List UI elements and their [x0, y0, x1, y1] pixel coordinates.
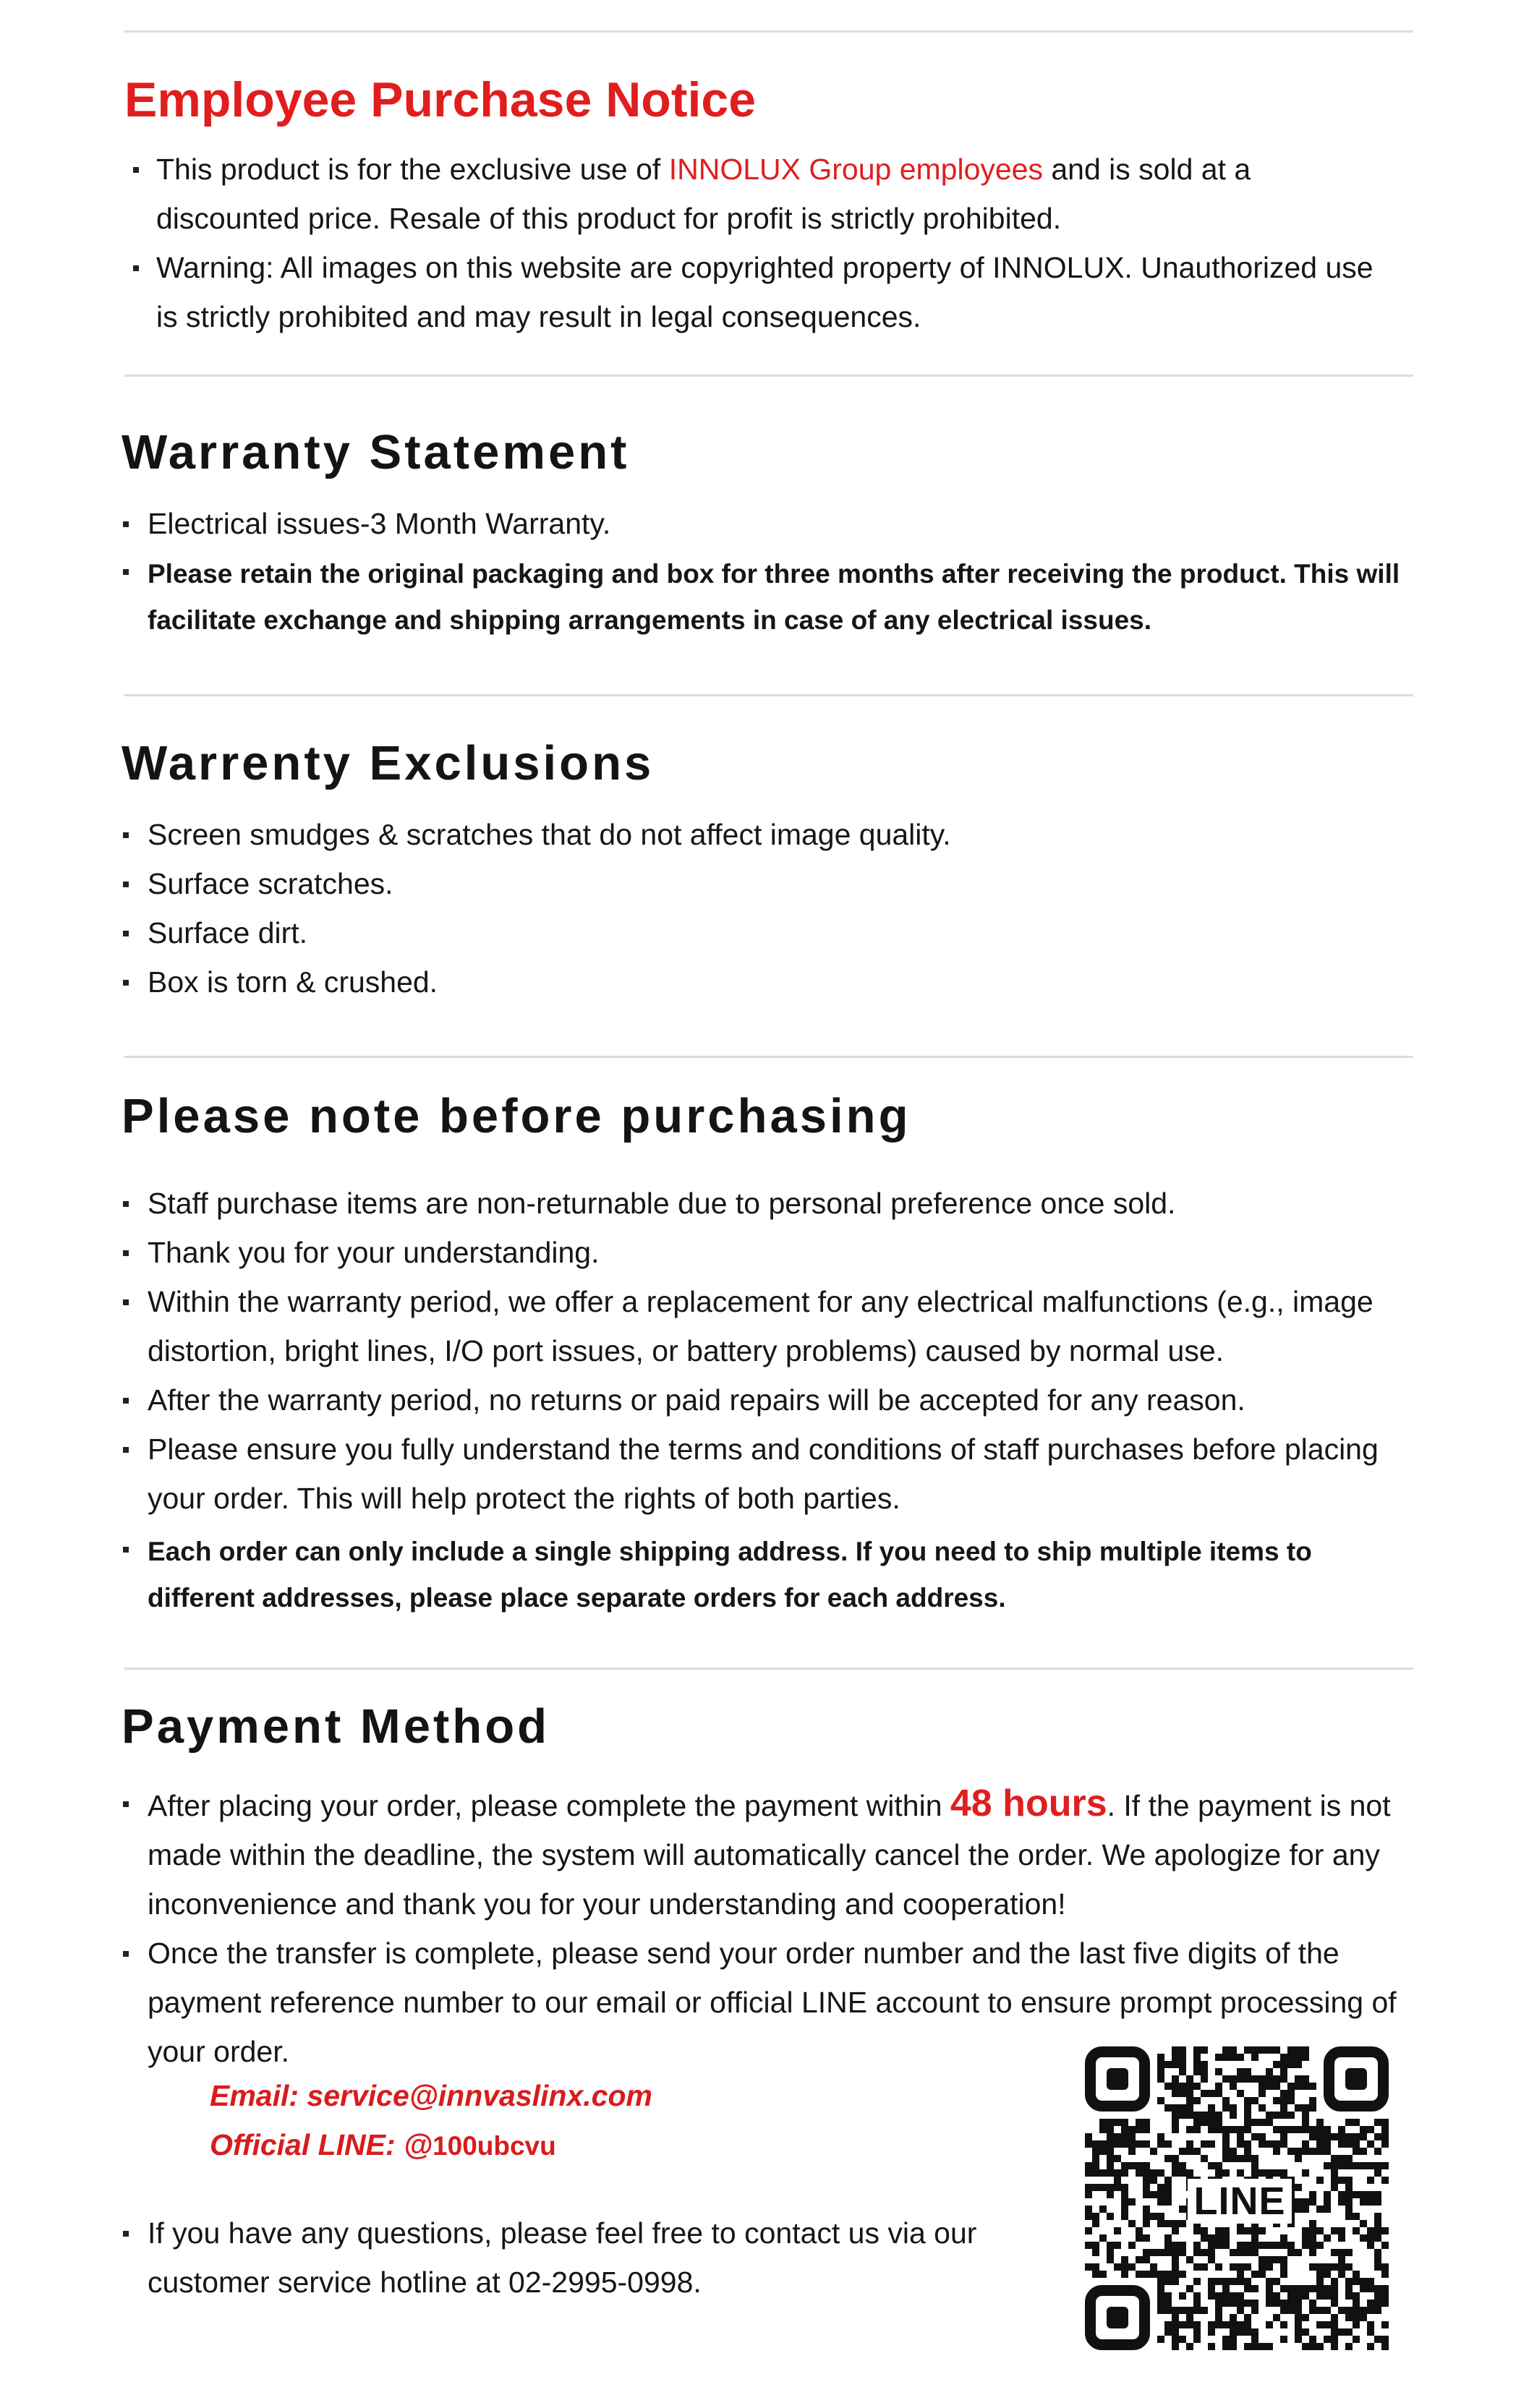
list-item: Please ensure you fully understand the terms and conditions of staff purchases before placing your order. This will help protect the rights of both parties.	[148, 1425, 1421, 1523]
line-id: 100ubcvu	[433, 2131, 556, 2161]
divider-before-purchasing	[124, 1056, 1413, 1058]
list-item: Thank you for your understanding.	[148, 1228, 1421, 1277]
list-item: After the warranty period, no returns or paid repairs will be accepted for any reason.	[148, 1375, 1421, 1425]
list-item: Within the warranty period, we offer a replacement for any electrical malfunctions (e.g., image distortion, bright lines, I/O port issues, or battery problems) caused by normal use.	[148, 1277, 1421, 1375]
list-item: After placing your order, please complete the payment within 48 hours. If the payment is not made within the deadline, the system will automatically cancel the order. We apologize for any inconvenience and thank you for your understanding and cooperation!	[148, 1779, 1421, 1929]
hotline-list	[148, 2208, 1044, 2307]
list-item: Each order can only include a single shipping address. If you need to ship multiple items to different addresses, please place separate orders for each address.	[148, 1529, 1421, 1621]
payment-method-list	[148, 1779, 1421, 2076]
innolux-employees-highlight: INNOLUX Group employees	[668, 153, 1043, 186]
deadline-highlight: 48 hours	[950, 1782, 1107, 1824]
list-item: If you have any questions, please feel free to contact us via our customer service hotline at 02-2995-0998.	[148, 2208, 1044, 2307]
email-contact: Email: service@innvaslinx.com	[210, 2079, 652, 2112]
list-item: Once the transfer is complete, please send your order number and the last five digits of the payment reference number to our email or official LINE account to ensure prompt processing of your order.	[148, 1929, 1421, 2076]
employee-notice-title: Employee Purchase Notice	[124, 72, 757, 127]
qr-line-label: LINE	[1188, 2179, 1292, 2224]
list-item: Surface scratches.	[148, 859, 1421, 908]
warranty-statement-list	[148, 499, 1421, 644]
list-item: Staff purchase items are non-returnable due to personal preference once sold.	[148, 1179, 1421, 1228]
divider-warranty	[124, 375, 1413, 377]
list-item: Warning: All images on this website are copyrighted property of INNOLUX. Unauthorized use is strictly prohibited and may result in legal consequences.	[156, 243, 1386, 341]
list-item: Screen smudges & scratches that do not affect image quality.	[148, 810, 1421, 859]
divider-exclusions	[124, 694, 1413, 696]
warranty-exclusions-list	[148, 810, 1421, 1007]
list-item: Electrical issues-3 Month Warranty.	[148, 499, 1421, 548]
list-item: Box is torn & crushed.	[148, 957, 1421, 1007]
payment-method-title: Payment Method	[122, 1699, 550, 1754]
divider-payment	[124, 1668, 1413, 1670]
list-item: Please retain the original packaging and box for three months after receiving the product. This will facilitate exchange and shipping arrangements in case of any electrical issues.	[148, 551, 1421, 644]
list-item: This product is for the exclusive use of INNOLUX Group employees and is sold at a discounted price. Resale of this product for profit is strictly prohibited.	[156, 145, 1386, 243]
list-item: Surface dirt.	[148, 908, 1421, 957]
line-contact: Official LINE: @100ubcvu	[210, 2128, 556, 2161]
warranty-exclusions-title: Warrenty Exclusions	[122, 736, 655, 790]
divider-top	[124, 30, 1413, 33]
employee-notice-list	[156, 145, 1386, 341]
warranty-statement-title: Warranty Statement	[122, 425, 630, 479]
before-purchasing-list	[148, 1179, 1421, 1621]
before-purchasing-title: Please note before purchasing	[122, 1089, 911, 1143]
